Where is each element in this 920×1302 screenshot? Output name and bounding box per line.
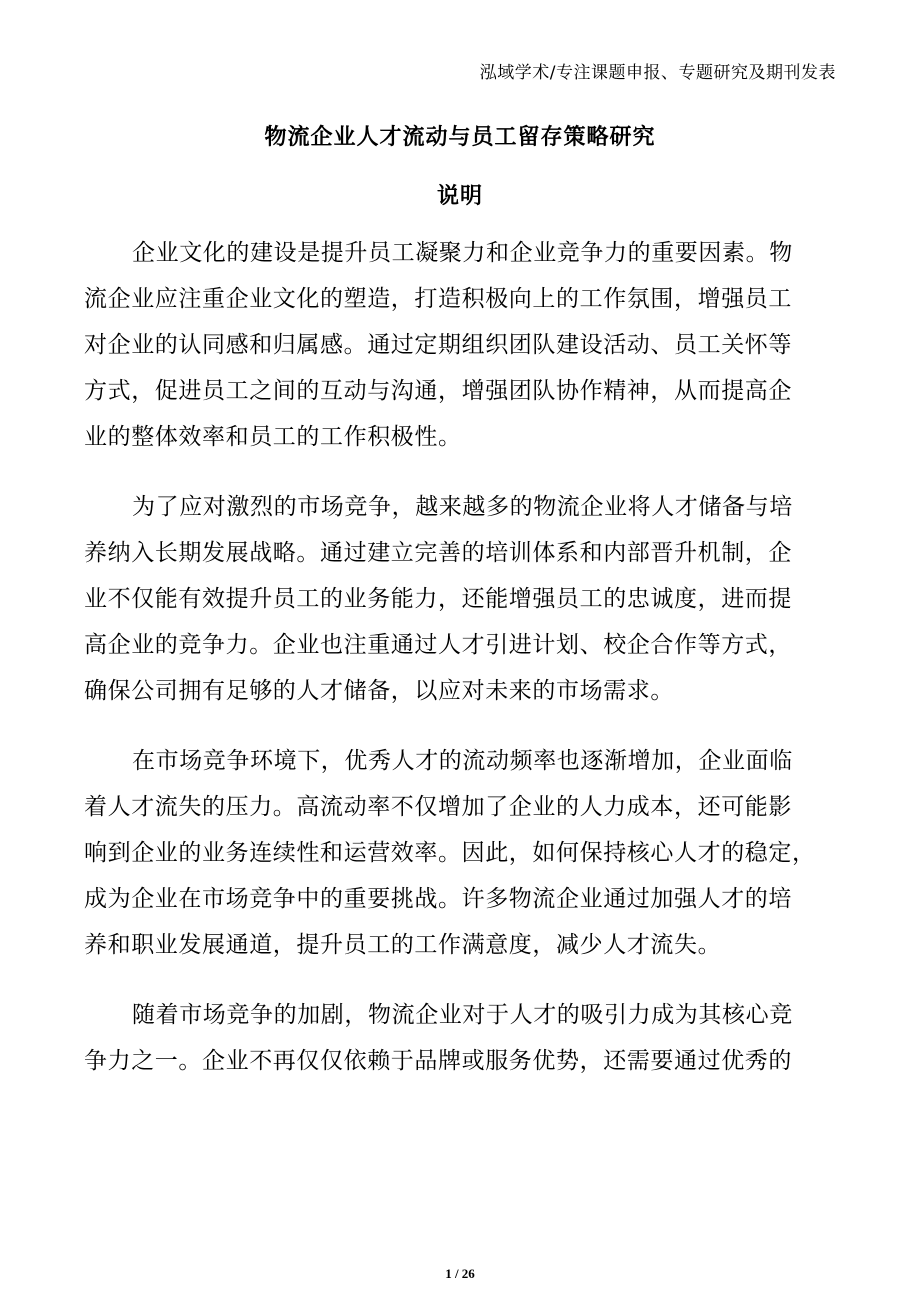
paragraph-line: 为了应对激烈的市场竞争，越来越多的物流企业将人才储备与培 — [132, 494, 793, 520]
paragraph-2 — [84, 484, 832, 714]
paragraph-line: 业的整体效率和员工的工作积极性。 — [84, 424, 462, 450]
page-number: 1 / 26 — [445, 1266, 475, 1281]
header-tagline: 泓域学术/专注课题申报、专题研究及期刊发表 — [479, 63, 836, 83]
paragraph-line: 业不仅能有效提升员工的业务能力，还能增强员工的忠诚度，进而提 — [84, 586, 792, 612]
paragraph-line: 在市场竞争环境下，优秀人才的流动频率也逐渐增加，企业面临 — [132, 748, 793, 774]
paragraph-line: 企业文化的建设是提升员工凝聚力和企业竞争力的重要因素。物 — [132, 240, 793, 266]
paragraph-line: 养纳入长期发展战略。通过建立完善的培训体系和内部晋升机制，企 — [84, 540, 792, 566]
paragraph-line: 对企业的认同感和归属感。通过定期组织团队建设活动、员工关怀等 — [84, 332, 792, 358]
paragraph-line: 争力之一。企业不再仅仅依赖于品牌或服务优势，还需要通过优秀的 — [84, 1048, 792, 1074]
paragraph-line: 养和职业发展通道，提升员工的工作满意度，减少人才流失。 — [84, 932, 722, 958]
paragraph-1 — [84, 230, 832, 460]
paragraph-line: 方式，促进员工之间的互动与沟通，增强团队协作精神，从而提高企 — [84, 378, 792, 404]
paragraph-line: 成为企业在市场竞争中的重要挑战。许多物流企业通过加强人才的培 — [84, 886, 792, 912]
document-body — [84, 230, 832, 1108]
paragraph-line: 高企业的竞争力。企业也注重通过人才引进计划、校企合作等方式， — [84, 632, 792, 658]
paragraph-4 — [84, 992, 832, 1084]
paragraph-line: 随着市场竞争的加剧，物流企业对于人才的吸引力成为其核心竞 — [132, 1002, 793, 1028]
paragraph-line: 确保公司拥有足够的人才储备，以应对未来的市场需求。 — [84, 678, 674, 704]
paragraph-3 — [84, 738, 832, 968]
document-title: 物流企业人才流动与员工留存策略研究 — [264, 125, 656, 150]
paragraph-line: 响到企业的业务连续性和运营效率。因此，如何保持核心人才的稳定， — [84, 840, 816, 866]
paragraph-line: 流企业应注重企业文化的塑造，打造积极向上的工作氛围，增强员工 — [84, 286, 792, 312]
paragraph-line: 着人才流失的压力。高流动率不仅增加了企业的人力成本，还可能影 — [84, 794, 792, 820]
section-title: 说明 — [436, 184, 483, 209]
